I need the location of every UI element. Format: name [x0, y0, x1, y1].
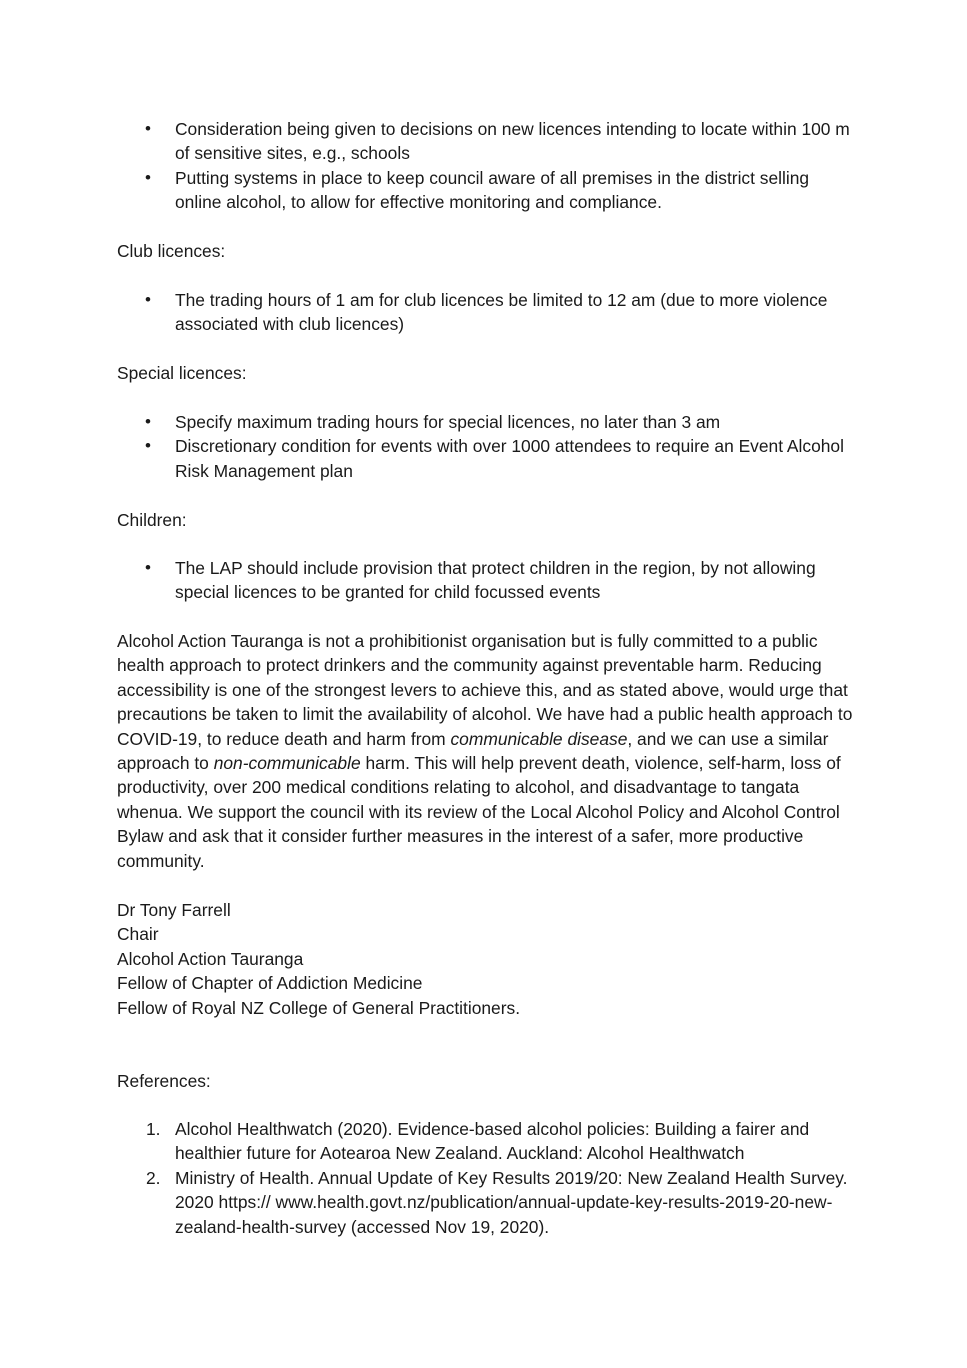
top-bullet-list [117, 117, 857, 215]
club-bullet-list [117, 288, 857, 337]
closing-text: , and we can use a similar approach to [117, 728, 829, 774]
references-heading: References: [117, 1071, 211, 1091]
children-bullet-list [117, 556, 857, 605]
closing-text: Alcohol Action Tauranga is not a prohibitionist organisation but is fully committed to a public health approach to protect drinkers and the community against preventable harm. Reducing accessibility is one of the strongest levers to achieve this, and as stated above, would urge that precautions be taken to limit the availability of alcohol. We have had a public health approach to COVID-19, to reduce death and harm from [117, 631, 853, 749]
reference-number: 1. [146, 1119, 161, 1139]
bullet-item: • Consideration being given to decisions on new licences intending to locate within 100 m of sensitive sites, e.g., schools [117, 117, 857, 166]
signature-org: Alcohol Action Tauranga [117, 948, 304, 969]
bullet-item: • The trading hours of 1 am for club licences be limited to 12 am (due to more violence associated with club licences) [117, 288, 857, 337]
signature-name: Dr Tony Farrell [117, 900, 231, 920]
signature-fellowship: Fellow of Chapter of Addiction Medicine [117, 973, 423, 994]
reference-item [117, 1166, 857, 1239]
closing-text: harm. This will help prevent death, violence, self-harm, loss of productivity, over 200 medical conditions relating to alcohol, and disadvantage to tangata whenua. We support the council with its review of the Local Alcohol Policy and Alcohol Control Bylaw and ask that it consider further measures in the interest of a safer, more productive community. [117, 753, 841, 871]
bullet-item: • Putting systems in place to keep council aware of all premises in the district selling online alcohol, to allow for effective monitoring and compliance. [117, 166, 857, 215]
children-heading: Children: [117, 510, 187, 530]
special-bullet-list [117, 410, 857, 483]
reference-number: 2. [146, 1167, 161, 1188]
references-list [117, 1117, 857, 1239]
bullet-item: • The LAP should include provision that protect children in the region, by not allowing special licences to be granted for child focussed events [117, 556, 857, 605]
closing-emphasis: communicable disease [450, 728, 628, 749]
bullet-item: • Discretionary condition for events with over 1000 attendees to require an Event Alcohol Risk Management plan [117, 434, 857, 483]
special-licences-heading: Special licences: [117, 363, 247, 383]
club-licences-heading: Club licences: [117, 241, 226, 261]
signature-fellowship: Fellow of Royal NZ College of General Practitioners. [117, 997, 521, 1018]
reference-text: Alcohol Healthwatch (2020). Evidence-based alcohol policies: Building a fairer and healthier future for Aotearoa New Zealand. Auckland: Alcohol Healthwatch [175, 1119, 810, 1164]
bullet-item: • Specify maximum trading hours for special licences, no later than 3 am [117, 410, 857, 434]
closing-emphasis: non-communicable [213, 753, 361, 774]
reference-item [117, 1117, 857, 1166]
closing-paragraph [117, 629, 855, 873]
reference-text: Ministry of Health. Annual Update of Key Results 2019/20: New Zealand Health Survey. 2020 https:// www.health.govt.nz/publication/annual-update-key-results-2019-20-new-zealand-health-survey (accessed Nov 19, 2020). [175, 1167, 848, 1237]
signature-role: Chair [117, 924, 159, 945]
signature-block [117, 898, 857, 1020]
